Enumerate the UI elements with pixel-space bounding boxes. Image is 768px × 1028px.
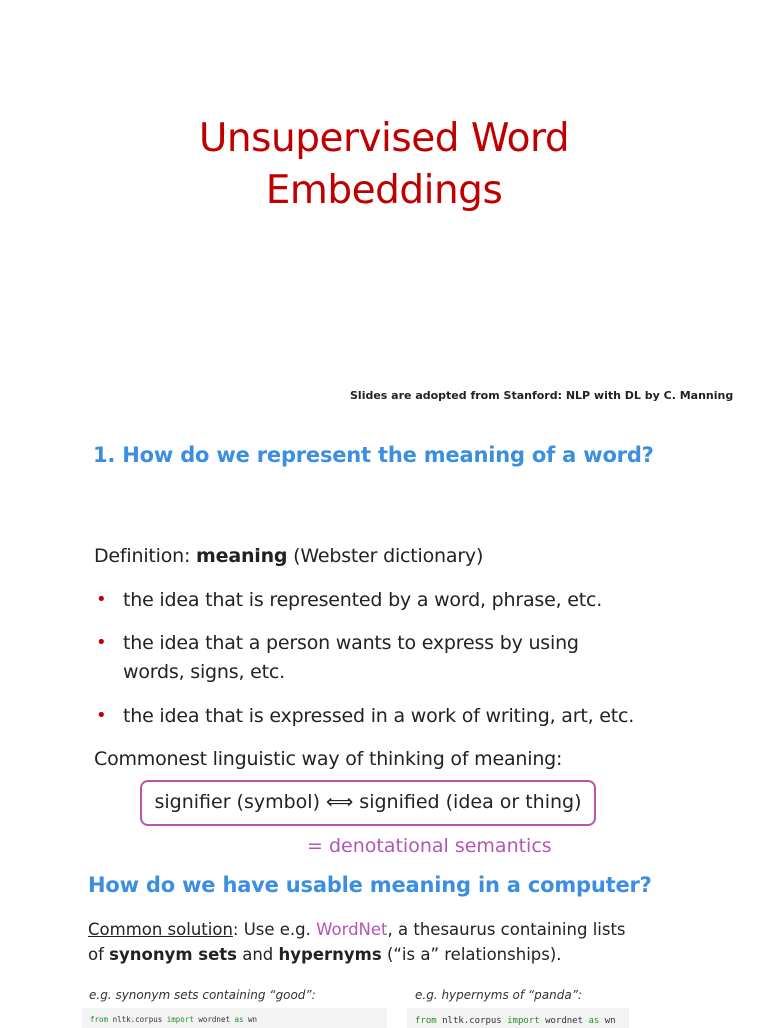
code-keyword: from [90,1015,109,1024]
bullet-item-3: the idea that is expressed in a work of writing, art, etc. [123,705,635,727]
bullet-icon: • [96,589,107,610]
line2-start: of [88,945,110,964]
wordnet-term: WordNet [316,920,388,939]
code-keyword: import [507,1016,540,1026]
line2-end: (“is a” relationships). [381,945,562,964]
code-token: wn [243,1015,258,1024]
definition-suffix: (Webster dictionary) [287,545,484,567]
line2-mid: and [236,945,279,964]
bullet-icon: • [96,632,107,653]
definition-prefix: Definition: [94,545,197,567]
solution-text: : Use e.g. [232,920,317,939]
code-token: wordnet [193,1015,235,1024]
code-snippet-left [82,1008,387,1028]
code-token: wordnet [539,1016,589,1026]
signifier-text: signifier (symbol) ⟺ signified (idea or thing) [154,791,582,813]
bullet-item-2: the idea that a person wants to express by using [123,632,579,654]
bullet-icon: • [96,705,107,726]
solution-line-1 [88,920,626,939]
solution-line-2 [88,945,562,964]
hypernyms-term: hypernyms [278,945,382,964]
credit-note: Slides are adopted from Stanford: NLP with DL by C. Manning [350,389,734,402]
title-line-1: Unsupervised Word [198,116,570,161]
code-token: nltk.corpus [436,1016,508,1026]
code-keyword: as [234,1015,244,1024]
synonym-sets-term: synonym sets [109,945,237,964]
bullet-item-2-continued: words, signs, etc. [123,661,285,683]
bullet-item-1: the idea that is represented by a word, phrase, etc. [123,589,603,611]
hypernym-caption: e.g. hypernyms of “panda”: [415,988,582,1002]
code-token: nltk.corpus [108,1015,167,1024]
code-keyword: from [415,1016,437,1026]
common-solution-label: Common solution [88,920,233,939]
code-keyword: as [588,1016,600,1026]
solution-text-end: , a thesaurus containing lists [387,920,626,939]
definition-term: meaning [196,545,288,567]
synonym-caption: e.g. synonym sets containing “good”: [89,988,316,1002]
denotational-semantics-label: = denotational semantics [307,835,552,857]
commonest-line: Commonest linguistic way of thinking of meaning: [94,748,563,770]
code-snippet-right [407,1008,629,1028]
definition-line [94,545,483,567]
title-line-2: Embeddings [265,168,503,213]
slide2-heading: 1. How do we represent the meaning of a word? [93,443,654,467]
slide3-heading: How do we have usable meaning in a computer? [88,873,652,897]
code-keyword: import [166,1015,194,1024]
code-token: wn [599,1016,616,1026]
